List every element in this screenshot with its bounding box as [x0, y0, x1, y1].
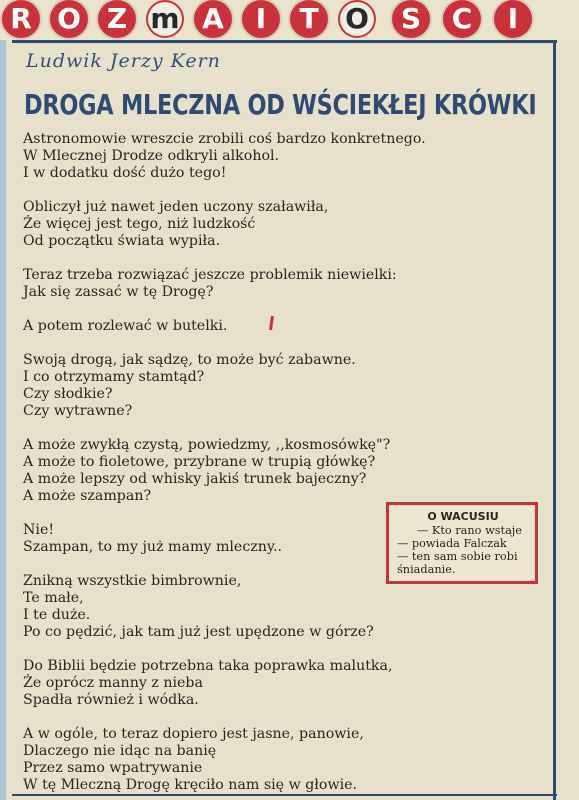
banner-letter: O: [50, 0, 88, 38]
poem-line: Że oprócz manny z nieba: [23, 675, 203, 691]
poem-line: Po co pędzić, jak tam już jest upędzone w górze?: [23, 624, 374, 640]
author-byline: Ludwik Jerzy Kern: [26, 50, 221, 72]
poem-line: Astronomowie wreszcie zrobili coś bardzo konkretnego.: [23, 131, 426, 147]
sidebar-note-box: [386, 502, 538, 584]
poem-line: Spadła również i wódka.: [23, 692, 199, 708]
banner-letter: C: [443, 0, 481, 38]
note-line: — Kto rano wstaje: [417, 524, 522, 537]
frame-rule-bottom: [12, 794, 557, 796]
poem-line: Jak się zassać w tę Drogę?: [23, 284, 214, 300]
poem-line: Obliczył już nawet jeden uczony szaławiła,: [23, 199, 329, 215]
banner-letter: Z: [98, 0, 136, 38]
poem-line: Te małe,: [23, 590, 84, 606]
frame-rule-right: [553, 40, 556, 800]
poem-line: A może szampan?: [23, 488, 152, 504]
note-line: — powiada Falczak: [397, 537, 507, 550]
note-title: O WACUSIU: [427, 510, 499, 523]
poem-line: Że więcej jest tego, niż ludzkość: [23, 216, 256, 232]
poem-line: I w dodatku dość dużo tego!: [23, 165, 227, 181]
poem-line: Do Biblii będzie potrzebna taka poprawka malutka,: [23, 658, 393, 674]
banner-letter: S: [392, 0, 430, 38]
poem-line: A może zwykłą czystą, powiedzmy, ,,kosmosówkę"?: [23, 437, 391, 453]
banner-letter: R: [2, 0, 40, 38]
poem-line: Teraz trzeba rozwiązać jeszcze problemik niewielki:: [23, 267, 397, 283]
poem-line: Czy słodkie?: [23, 386, 113, 402]
banner-letter: T: [290, 0, 328, 38]
poem-line: Szampan, to my już mamy mleczny..: [23, 539, 283, 555]
poem-line: A potem rozlewać w butelki.: [23, 318, 228, 334]
note-line: śniadanie.: [397, 563, 456, 576]
poem-line: W tę Mleczną Drogę kręciło nam się w głowie.: [23, 777, 358, 793]
banner-letter: I: [242, 0, 280, 38]
poem-line: Znikną wszystkie bimbrownie,: [23, 573, 242, 589]
poem-line: W Mlecznej Drodze odkryli alkohol.: [23, 148, 280, 164]
article-title: DROGA MLECZNA OD WŚCIEKŁEJ KRÓWKI: [24, 88, 537, 121]
frame-rule-top: [12, 40, 557, 43]
poem-line: Od początku świata wypiła.: [23, 233, 221, 249]
poem-line: Przez samo wpatrywanie: [23, 760, 203, 776]
poem-line: I co otrzymamy stamtąd?: [23, 369, 205, 385]
page-edge-strip: [0, 40, 6, 800]
poem-line: A może lepszy od whisky jakiś trunek bajeczny?: [23, 471, 367, 487]
section-banner: [0, 0, 579, 40]
poem-line: Nie!: [23, 522, 55, 538]
poem-line: A może to fioletowe, przybrane w trupią główkę?: [23, 454, 376, 470]
note-line: — ten sam sobie robi: [397, 550, 518, 563]
poem-line: A w ogóle, to teraz dopiero jest jasne, panowie,: [23, 726, 364, 742]
poem-line: Czy wytrawne?: [23, 403, 133, 419]
poem-line: Swoją drogą, jak sądzę, to może być zabawne.: [23, 352, 356, 368]
banner-letter: A: [194, 0, 232, 38]
poem-body: [23, 131, 463, 794]
banner-letter: I: [494, 0, 532, 38]
poem-line: Dlaczego nie idąc na banię: [23, 743, 217, 759]
banner-letter: m: [146, 0, 184, 38]
banner-letter: O: [338, 0, 376, 38]
poem-line: I te duże.: [23, 607, 91, 623]
